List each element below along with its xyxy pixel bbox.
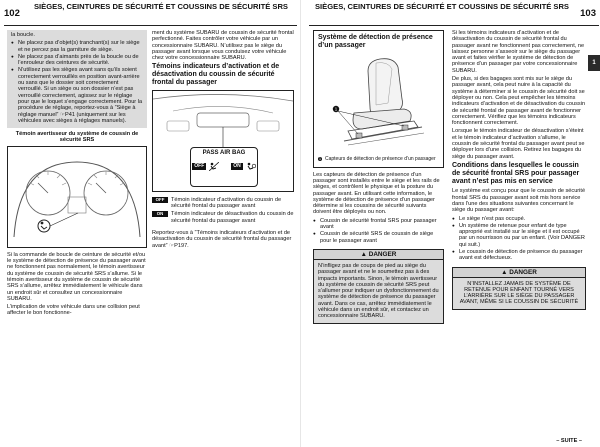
warning-triangle-icon: ▲ (501, 268, 508, 276)
warning-light-figure (7, 146, 147, 248)
page-gutter (300, 0, 301, 447)
indicator-figure (152, 90, 294, 192)
column-1 (7, 30, 147, 319)
danger-box-2-label: DANGER (509, 268, 537, 276)
danger-box-2-body (453, 278, 585, 309)
condition-item: ● Un système de retenue pour enfant de type approprié est installé sur le siège et il est occupé par un nourrisson ou par un enfant. (Voir DANGER qui suit.) (452, 223, 586, 248)
airbag-list-item: ● Coussin de sécurité SRS de coussin de siège pour le passager avant (313, 231, 444, 244)
right-page-title: SIÈGES, CEINTURES DE SÉCURITÉ ET COUSSINS DE SÉCURITÉ SRS (314, 2, 569, 11)
indicator-row (191, 162, 257, 171)
legend-item-off (152, 197, 294, 210)
left-page-title: SIÈGES, CEINTURES DE SÉCURITÉ ET COUSSINS DE SÉCURITÉ SRS (33, 2, 288, 11)
legend-on-text: Témoin indicateur de désactivation du coussin de sécurité frontal du passager avant (171, 211, 294, 224)
collision-paragraph: L’implication de votre véhicule dans une collision peut affecter le bon fonctionne- (7, 304, 140, 317)
danger-box-1-text: N’infligez pas de coups de pied au siège du passager avant et ne le soumettez pas à des impacts importants. Sinon, le témoin avertisseur du système de coussin de sécurité SRS peut s’allumer pour indiquer un dysfonctionnement du système de détection de présence du passager avant. Dans ce cas, arrêtez immédiatement le véhicule dans un endroit sûr, et contactez un concessionnaire SUBARU. (318, 262, 439, 320)
figure-callout-number: 1 (334, 106, 338, 112)
column-4 (452, 30, 586, 310)
warning-light-figure-title: Témoin avertisseur du système de coussin de sécurité SRS (15, 131, 139, 144)
right-page-header (310, 3, 596, 23)
danger-box-2-text: N’INSTALLEZ JAMAIS DE SYSTÈME DE RETENUE POUR ENFANT TOURNÉ VERS L’ARRIÈRE SUR LE SIÈGE DU PASSAGER AVANT, MÊME SI LE COUSSIN DE SÉCURITÉ (459, 280, 579, 306)
condition-item: ● Le coussin de détection de présence du passager avant est défectueux. (452, 249, 586, 262)
detection-paragraph: Les capteurs de détection de présence d’un passager sont installés entre le siège et les rails de sièges, et contrôlent le physique et la posture du passager avant. En utilisant cette information, le système de détection de présence d’un passager détermine si les coussins de sécurité suivants doivent être déployés ou non. (313, 171, 440, 216)
right-page-number: 103 (580, 8, 596, 19)
luggage-paragraph: De plus, si des bagages sont mis sur le siège du passager avant, cela peut nuire à la capacité du système à déterminer si le coussin de sécurité doit se déployer ou non. Cela peut empêcher les témoins indicateurs d’activation et de désactivation du coussin de sécurité frontal de passager avant de fonctionner correctement. Vérifiez que les témoins indicateurs fonctionnent correctement. (452, 76, 586, 127)
caution-item: ● Ne placez pas d’aimants près de la boucle ou de l’enrouleur des ceintures de sécurité. (11, 54, 143, 67)
warning-light-paragraph: Si la commande de boucle de ceinture de sécurité et/ou le système de détection de présence du passager avant ne fonctionnent pas normalement, le témoin avertisseur du système de coussin de sécurité SRS s’allume. Si le témoin avertisseur du système de coussin de sécurité SRS s’allume, arrêtez immédiatement le véhicule dans un endroit sûr et consultez un concessionnaire SUBARU. (7, 251, 146, 302)
danger-box-1 (313, 249, 444, 324)
legend-on-icon: ON (152, 211, 168, 217)
condition-item: ● Le siège n’est pas occupé. (452, 216, 586, 222)
left-page-header (4, 3, 296, 23)
airbag-on-icon (246, 162, 256, 171)
deployment-paragraph: Lorsque le témoin indicateur de désactivation s’éteint et le témoin indicateur d’activation s’allume, le coussin de sécurité frontal du passager avant peut se déployer lors d’une collision. Retirez les bagages du siège du passager avant. (452, 128, 585, 160)
column-2 (152, 30, 294, 251)
left-header-rule (4, 25, 297, 26)
instrument-cluster-illustration (8, 147, 146, 245)
caution-item: ● Ne placez pas d’objet(s) tranchant(s) sur le siège et ne percez pas la garniture de siège. (11, 40, 143, 53)
danger-box-1-body (314, 260, 443, 323)
seat-figure-caption (318, 157, 439, 163)
detection-system-box (313, 30, 444, 168)
continued-marker: – SUITE – (556, 438, 582, 444)
section-tab: 1 (588, 55, 600, 71)
detection-section-heading: Système de détection de présence d’un passager (318, 34, 433, 49)
conditions-paragraph: Le système est conçu pour que le coussin de sécurité frontal SRS du passager avant soit mis hors service dans l’une des situations suivantes concernant le siège du passager avant: (452, 188, 586, 214)
left-page-number: 102 (4, 8, 20, 19)
indicator-malfunction-paragraph: Si les témoins indicateurs d’activation et de désactivation du coussin de sécurité frontal du passager avant ne fonctionnent pas correctement, ne laissez personne s’asseoir sur le siège du passager avant et faites vérifier le système de détection de présence d’un passager par votre concessionnaire SUBARU. (452, 30, 585, 74)
danger-box-2-title (453, 268, 585, 278)
on-indicator: ON (233, 162, 241, 169)
right-header-rule (309, 25, 599, 26)
passenger-seat-illustration (318, 53, 439, 155)
danger-box-1-title (314, 250, 443, 260)
pass-air-bag-panel (190, 147, 258, 187)
conditions-heading: Conditions dans lesquelles le coussin de sécurité frontal SRS pour passager avant n’est pas mis en service (452, 161, 580, 185)
warning-triangle-icon: ▲ (360, 250, 367, 258)
danger-box-2 (452, 267, 586, 310)
off-indicator: OFF (194, 162, 205, 169)
caution-continued-text: la boucle. (11, 32, 35, 38)
airbag-list-item: ● Coussin de sécurité frontal SRS pour passager avant (313, 218, 444, 231)
overhead-console-illustration (153, 91, 293, 147)
legend-off-icon: OFF (152, 197, 168, 203)
column-3 (313, 30, 444, 324)
caution-continued-box (7, 30, 147, 128)
indicator-reference-paragraph: Reportez-vous à “Témoins indicateurs d’activation et de désactivation du coussin de sécurité frontal du passager avant” ☞P197. (152, 230, 292, 249)
collision-continued-paragraph: ment du système SUBARU de coussin de sécurité frontal perfectionné. Faites contrôler votre véhicule par un concessionnaire SUBARU. N’utilisez pas le siège du passager avant lorsque vous conduisez votre véhicule chez votre concessionnaire SUBARU. (152, 30, 294, 62)
legend-off-text: Témoin indicateur d’activation du coussin de sécurité frontal du passager avant (171, 196, 282, 210)
legend-item-on (152, 211, 294, 224)
airbag-off-icon (209, 162, 219, 171)
indicator-section-heading: Témoins indicateurs d’activation et de désactivation du coussin de sécurité frontal du passager (152, 63, 280, 87)
danger-box-1-label: DANGER (368, 250, 397, 258)
caption-ref-marker: 1 (319, 156, 321, 161)
pass-air-bag-label: PASS AIR BAG (202, 149, 246, 156)
seat-figure-caption-text: Capteurs de détection de présence d’un passager (325, 155, 436, 162)
caution-item: ● N’utilisez pas les sièges avant sans qu’ils soient correctement verrouillés en position avant-arrière ou sans que le dossier soit correctement verrouillé. Si un siège ou son dossier n’est pas verrouillé correctement, agissez sur le réglage pour que le loquet s’engage correctement. Pour la procédure de réglage, reportez-vous à “Siège à réglage manuel” ☞P41 (uniquement sur les véhicules avec sièges à réglages manuels). (11, 67, 143, 124)
